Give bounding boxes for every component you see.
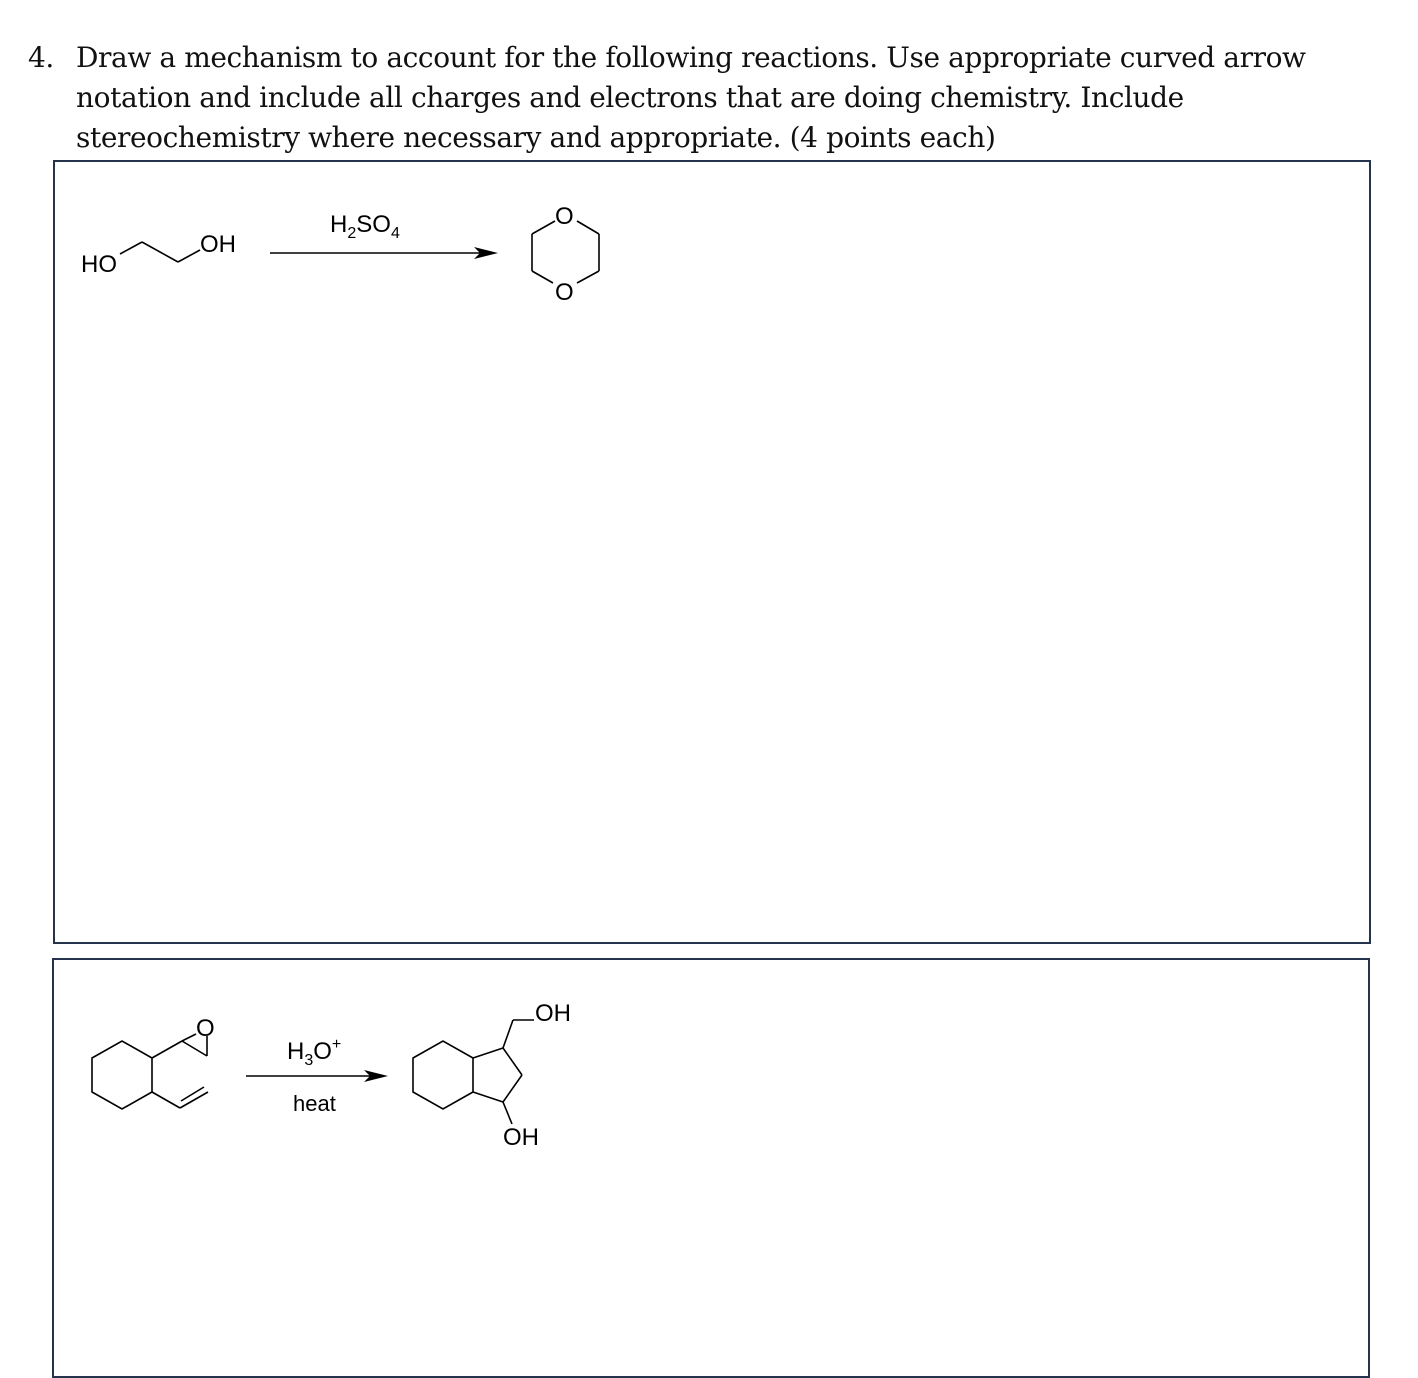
bond <box>503 1102 512 1124</box>
reagent-h3o-label <box>287 1036 341 1069</box>
svg-text:H2SO4: $H_2SO_4$ <box>330 211 400 242</box>
heat-label: heat <box>293 1091 336 1116</box>
bond <box>473 1092 503 1102</box>
vinyl-double-bond <box>181 1087 204 1101</box>
reaction-arrow-2 <box>246 1070 388 1082</box>
vinyl-bond <box>180 1092 208 1108</box>
bond <box>503 1075 522 1102</box>
oh-label: OH <box>200 231 236 258</box>
question-line-1: Draw a mechanism to account for the following reactions. Use appropriate curved arrow <box>76 41 1306 74</box>
svg-text:H3O+: $H_3O^+$ <box>287 1036 342 1069</box>
bond <box>503 1020 513 1048</box>
question-number: 4. <box>28 41 54 74</box>
dioxane-o-bottom: O <box>555 279 574 306</box>
question-line-3: stereochemistry where necessary and appropriate. (4 points each) <box>76 121 996 154</box>
product-oh-top: OH <box>535 1000 571 1027</box>
bond <box>503 1048 522 1075</box>
bond <box>182 1034 196 1041</box>
epoxide-o-label: O <box>196 1015 215 1042</box>
ho-label: HO <box>81 251 117 278</box>
dioxane-o-top: O <box>555 203 574 230</box>
reactant-bicyclic-epoxide-structure <box>92 1034 208 1109</box>
product-oh-bottom: OH <box>503 1124 539 1151</box>
bond <box>182 1041 207 1056</box>
question-line-2: notation and include all charges and electrons that are doing chemistry. Include <box>76 81 1184 114</box>
product-hydrindane-diol-structure <box>413 1020 534 1124</box>
bond <box>473 1048 503 1058</box>
bond <box>152 1041 182 1058</box>
bond <box>152 1092 180 1108</box>
cyclohexane-ring <box>413 1041 473 1109</box>
cyclohexane-ring <box>92 1041 152 1109</box>
